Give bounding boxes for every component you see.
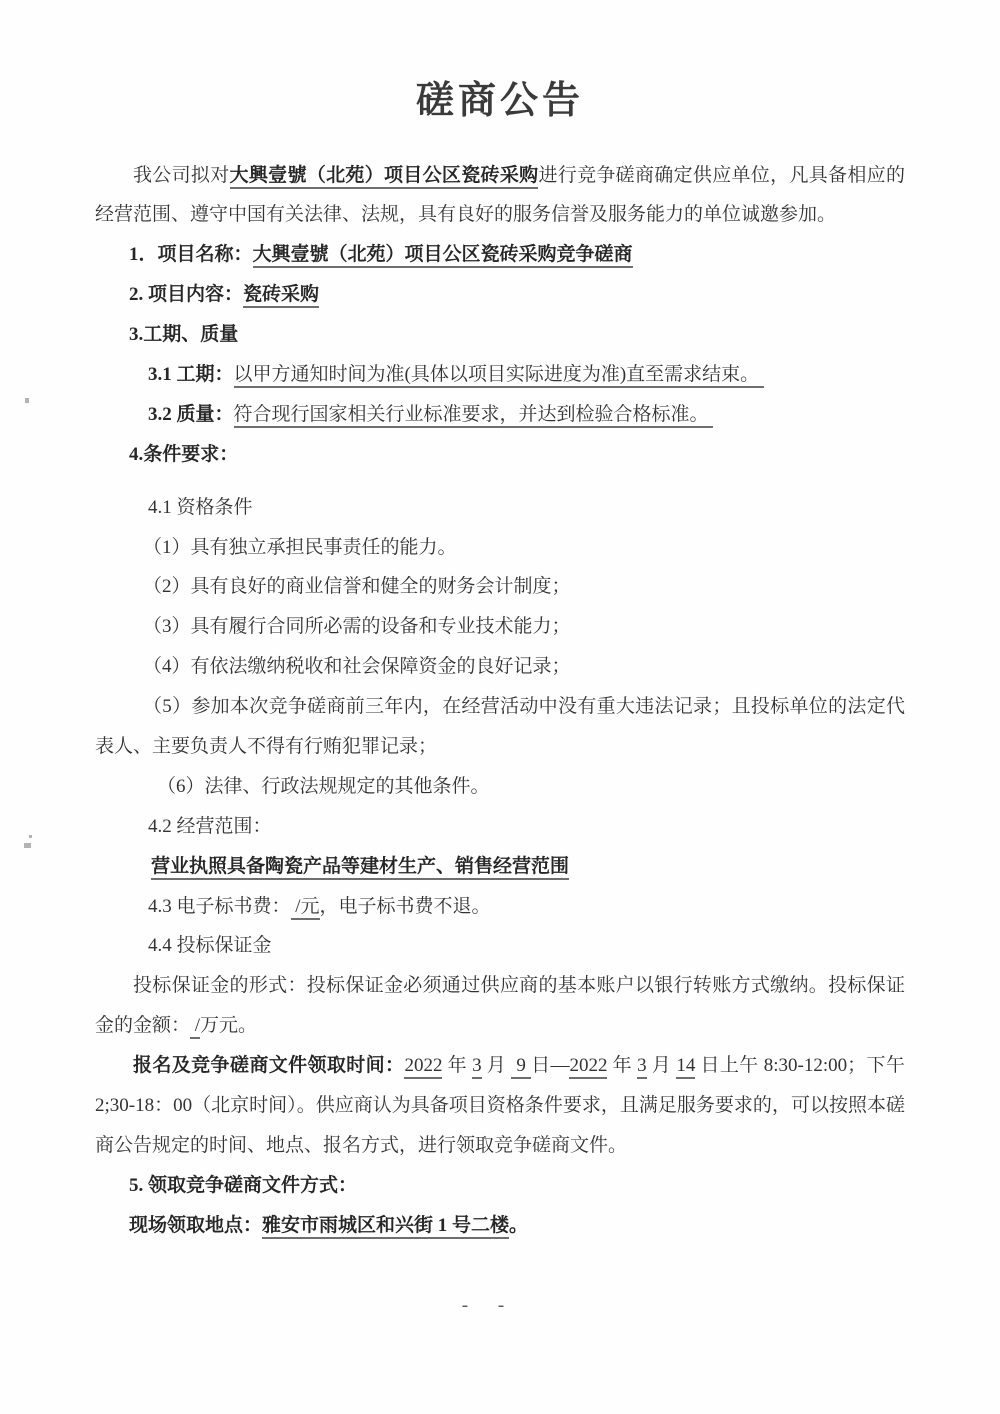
- text-segment: 现场领取地点：: [129, 1214, 263, 1236]
- quality-value: 符合现行国家相关行业标准要求，并达到检验合格标准。: [234, 404, 714, 428]
- business-scope-value: 营业执照具备陶瓷产品等建材生产、销售经营范围: [151, 856, 569, 880]
- text-segment: 万元。: [200, 1015, 258, 1037]
- bid-bond-paragraph: [95, 966, 905, 1046]
- item-3-schedule-quality-heading: [129, 315, 905, 355]
- item-1-project-name: [129, 235, 905, 275]
- end-year-value: 2022: [569, 1055, 607, 1079]
- text-segment: 我公司拟对: [133, 164, 230, 186]
- start-day-value: 9: [511, 1055, 531, 1079]
- collection-location-line: [129, 1206, 905, 1246]
- item-3-2-quality: [148, 395, 905, 435]
- text-segment: 。: [509, 1214, 529, 1236]
- item-2-project-content: [129, 275, 905, 315]
- scan-speck: [24, 843, 31, 848]
- qualification-condition-5: [95, 687, 905, 767]
- text-segment: （6）法律、行政法规规定的其他条件。: [157, 775, 490, 797]
- text-segment: 4.3 电子标书费：: [148, 895, 291, 917]
- qualification-condition-6: [157, 767, 905, 807]
- qualification-condition-4: [143, 647, 905, 687]
- text-segment: （5）参加本次竞争磋商前三年内，在经营活动中没有重大违法记录；且投标单位的法定代表人、主要负责人不得有行贿犯罪记录；: [95, 696, 905, 757]
- scan-speck: [25, 398, 29, 403]
- text-segment: 5. 领取竞争磋商文件方式：: [129, 1174, 358, 1196]
- text-segment: 进行竞争磋商确定供应单位，凡具备相应的经营范围、遵守中国有关法律、法规，具有良好的服务信誉及服务能力的单位诚邀参加。: [95, 164, 905, 226]
- item-4-2-business-scope-heading: [148, 807, 905, 847]
- text-segment: 3.2 质量：: [148, 403, 234, 425]
- item-4-4-bid-bond-heading: [148, 926, 905, 966]
- text-segment: 年: [442, 1055, 473, 1077]
- intro-paragraph: [95, 156, 905, 236]
- text-segment: 2. 项目内容：: [129, 284, 244, 306]
- text-segment: 月: [481, 1055, 512, 1077]
- page-title: 磋商公告: [415, 80, 584, 122]
- tender-fee-value: /元: [291, 896, 320, 920]
- text-segment: （3）具有履行合同所必需的设备和专业技术能力；: [143, 616, 571, 638]
- qualification-condition-2: [143, 567, 905, 607]
- qualification-condition-3: [143, 607, 905, 647]
- start-year-value: 2022: [404, 1055, 442, 1079]
- text-segment: 年: [607, 1055, 638, 1077]
- start-month-value: 3: [472, 1055, 482, 1079]
- text-segment: 4.1 资格条件: [148, 496, 253, 518]
- schedule-value: 以甲方通知时间为准(具体以项目实际进度为准)直至需求结束。: [234, 364, 764, 388]
- text-segment: 日上午 8:30-12:00；下午 2;30-18：00（北京时间）。供应商认为具备项目资格条件要求，且满足服务要求的，可以按照本磋商公告规定的时间、地点、报名方式，进行领取竞争磋商文件。: [95, 1055, 910, 1156]
- page-number: - -: [461, 1295, 507, 1316]
- item-3-1-schedule: [148, 355, 905, 395]
- text-segment: 3.1 工期：: [148, 363, 234, 385]
- text-segment: 4.2 经营范围：: [148, 815, 272, 837]
- text-segment: 3.工期、质量: [129, 324, 239, 346]
- end-day-value: 14: [676, 1055, 695, 1079]
- document-body: [95, 156, 910, 1246]
- text-segment: 日—: [531, 1055, 570, 1077]
- text-segment: 4.4 投标保证金: [148, 935, 272, 957]
- project-name-inline: 大興壹號（北苑）项目公区瓷砖采购: [230, 165, 539, 189]
- document-collection-time-paragraph: [95, 1046, 910, 1166]
- qualification-condition-1: [143, 528, 905, 568]
- item-4-1-qualification-heading: [148, 488, 905, 528]
- text-segment: （1）具有独立承担民事责任的能力。: [143, 536, 457, 558]
- text-segment: 1．项目名称：: [129, 244, 253, 266]
- text-segment: 4.条件要求：: [129, 443, 239, 465]
- text-segment: ，电子标书费不退。: [319, 895, 491, 917]
- end-month-value: 3: [637, 1055, 647, 1079]
- project-content-value: 瓷砖采购: [243, 284, 319, 308]
- item-4-requirements-heading: [129, 435, 905, 475]
- item-4-3-tender-fee: [148, 887, 905, 927]
- item-5-collection-method-heading: [129, 1166, 905, 1206]
- collection-address-value: 雅安市雨城区和兴街 1 号二楼: [262, 1215, 509, 1239]
- text-segment: 报名及竞争磋商文件领取时间：: [133, 1055, 405, 1077]
- text-segment: （4）有依法缴纳税收和社会保障资金的良好记录；: [143, 656, 571, 678]
- business-scope-content: [151, 847, 905, 887]
- text-segment: 月: [646, 1055, 677, 1077]
- text-segment: （2）具有良好的商业信誉和健全的财务会计制度；: [143, 576, 571, 598]
- bid-bond-amount-value: /: [190, 1015, 200, 1039]
- project-name-value: 大興壹號（北苑）项目公区瓷砖采购竞争磋商: [253, 244, 633, 268]
- scan-speck: [29, 835, 32, 838]
- text-segment: 投标保证金的形式：投标保证金必须通过供应商的基本账户以银行转账方式缴纳。投标保证金的金额：: [95, 975, 905, 1037]
